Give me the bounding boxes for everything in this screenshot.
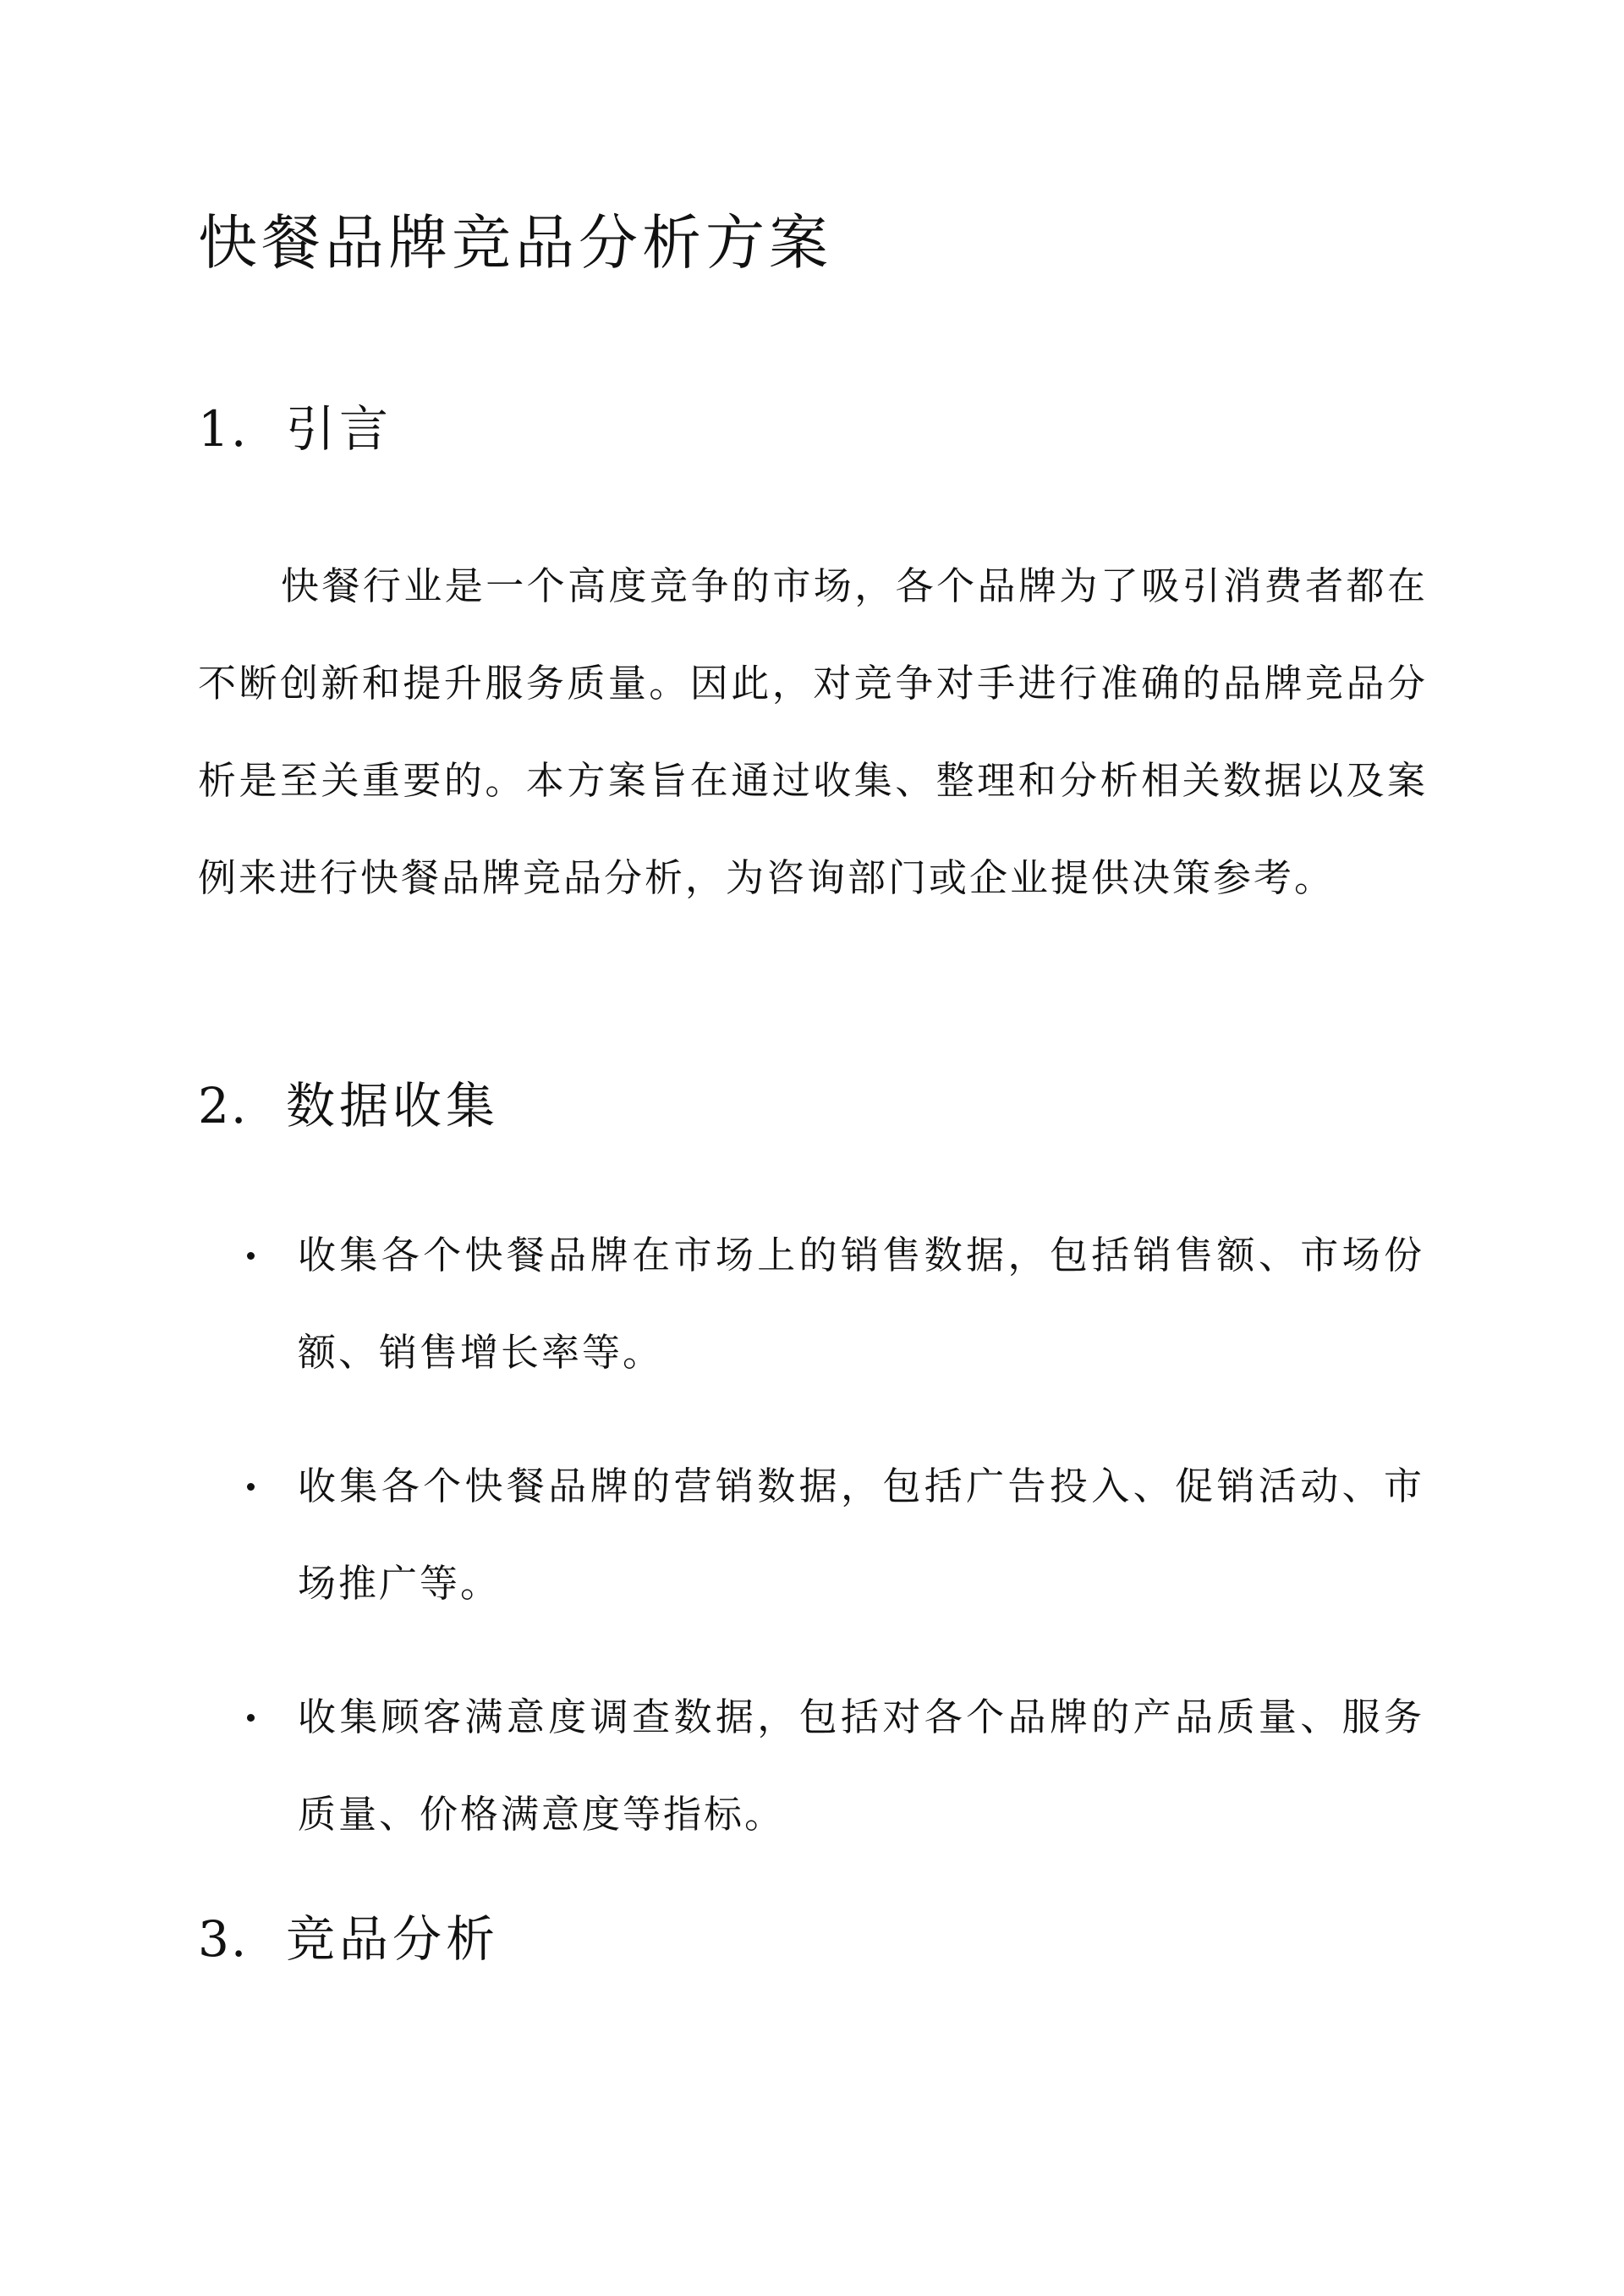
section-heading-competitive-analysis — [198, 1901, 499, 1977]
bullet-icon — [247, 1483, 255, 1491]
list-item — [198, 1437, 1424, 1632]
section-number: 2. — [198, 1077, 249, 1134]
page-title: 快餐品牌竞品分析方案 — [198, 208, 832, 277]
list-item-text: 收集各个快餐品牌在市场上的销售数据，包括销售额、市场份额、销售增长率等。 — [298, 1233, 1424, 1375]
list-item — [198, 1668, 1424, 1863]
section-title: 引言 — [286, 400, 393, 458]
section-title: 竞品分析 — [286, 1910, 500, 1968]
bullet-icon — [247, 1252, 255, 1260]
section-heading-introduction — [198, 391, 392, 467]
bullet-icon — [247, 1714, 255, 1722]
intro-paragraph: 快餐行业是一个高度竞争的市场，各个品牌为了吸引消费者都在不断创新和提升服务质量。因此，对竞争对手进行准确的品牌竞品分析是至关重要的。本方案旨在通过收集、整理和分析相关数据以及案例来进行快餐品牌竞品分析，为咨询部门或企业提供决策参考。 — [198, 563, 1428, 900]
section-heading-data-collection — [198, 1068, 499, 1144]
section-title: 数据收集 — [286, 1077, 500, 1134]
list-item — [198, 1206, 1424, 1401]
list-item-text: 收集顾客满意度调查数据，包括对各个品牌的产品质量、服务质量、价格满意度等指标。 — [298, 1695, 1424, 1837]
section-number: 1. — [198, 400, 249, 458]
data-collection-list — [198, 1206, 1424, 1899]
section-number: 3. — [198, 1910, 249, 1968]
list-item-text: 收集各个快餐品牌的营销数据，包括广告投入、促销活动、市场推广等。 — [298, 1464, 1424, 1606]
